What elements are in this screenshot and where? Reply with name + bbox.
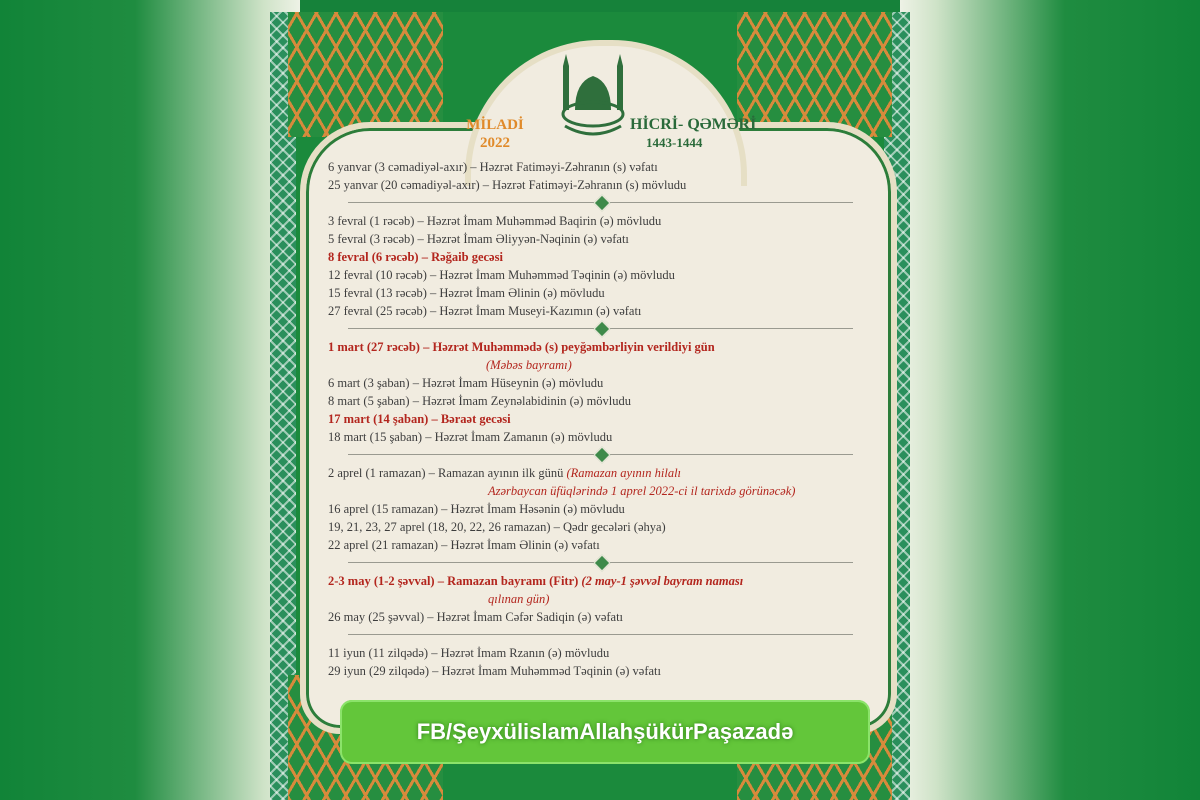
hicri-header xyxy=(630,116,770,152)
event-line: 29 iyun (29 zilqədə) – Həzrət İmam Muhəmməd Təqinin (ə) vəfatı xyxy=(328,664,661,678)
event-line: 8 mart (5 şaban) – Həzrət İmam Zeynəlabidinin (ə) mövludu xyxy=(328,394,632,408)
section-divider xyxy=(328,626,873,644)
event-line: 5 fevral (3 rəcəb) – Həzrət İmam Əliyyən-Nəqinin (ə) vəfatı xyxy=(328,232,629,246)
section-divider xyxy=(328,320,873,338)
divider-ornament-icon xyxy=(593,321,610,338)
event-line: 16 aprel (15 ramazan) – Həzrət İmam Həsənin (ə) mövludu xyxy=(328,502,625,516)
event-line: 11 iyun (11 zilqədə) – Həzrət İmam Rzanın (ə) mövludu xyxy=(328,646,610,660)
event-line: 15 fevral (13 rəcəb) – Həzrət İmam Əlinin (ə) mövludu xyxy=(328,286,605,300)
hicri-label: HİCRİ- QƏMƏRİ xyxy=(630,116,757,133)
facebook-watermark-banner: FB/ŞeyxülislamAllahşükürPaşazadə xyxy=(340,700,870,764)
events-list xyxy=(328,158,873,680)
event-line-highlight xyxy=(328,572,873,590)
event-line: 25 yanvar (20 cəmadiyəl-axır) – Həzrət Fatiməyi-Zəhranın (s) mövludu xyxy=(328,178,687,192)
divider-ornament-icon xyxy=(593,195,610,212)
hicri-years: 1443-1444 xyxy=(646,135,703,150)
event-line: 6 mart (3 şaban) – Həzrət İmam Hüseynin (ə) mövludu xyxy=(328,376,604,390)
calendar-poster xyxy=(270,12,910,800)
event-note: (2 may-1 şəvvəl bayram naması xyxy=(581,574,744,588)
event-note: Azərbaycan üfüqlərində 1 aprel 2022-ci il tarixdə görünəcək) xyxy=(488,484,796,498)
event-line: 27 fevral (25 rəcəb) – Həzrət İmam Museyi-Kazımın (ə) vəfatı xyxy=(328,304,642,318)
event-line-highlight: 8 fevral (6 rəcəb) – Rəğaib gecəsi xyxy=(328,250,503,264)
event-line: 6 yanvar (3 cəmadiyəl-axır) – Həzrət Fatiməyi-Zəhranın (s) vəfatı xyxy=(328,160,658,174)
event-note: (Məbəs bayramı) xyxy=(486,358,572,372)
divider-ornament-icon xyxy=(593,447,610,464)
section-divider xyxy=(328,446,873,464)
event-text: 2 aprel (1 ramazan) – Ramazan ayının ilk günü xyxy=(328,466,564,480)
event-line: 3 fevral (1 rəcəb) – Həzrət İmam Muhəmməd Baqirin (ə) mövludu xyxy=(328,214,662,228)
section-divider xyxy=(328,554,873,572)
background-left xyxy=(0,0,300,800)
event-note: (Ramazan ayının hilalı xyxy=(566,466,682,480)
event-line-highlight: 1 mart (27 rəcəb) – Həzrət Muhəmmədə (s) peyğəmbərliyin verildiyi gün xyxy=(328,340,715,354)
miladi-label: MİLADİ xyxy=(466,117,524,133)
ornament-top-left xyxy=(288,12,443,137)
event-line: 22 aprel (21 ramazan) – Həzrət İmam Əlinin (ə) vəfatı xyxy=(328,538,600,552)
mosque-logo-icon xyxy=(553,52,633,148)
divider-ornament-icon xyxy=(593,555,610,572)
event-line: 26 may (25 şəvval) – Həzrət İmam Cəfər Sadiqin (ə) vəfatı xyxy=(328,610,624,624)
miladi-year: 2022 xyxy=(480,135,510,151)
event-line: 12 fevral (10 rəcəb) – Həzrət İmam Muhəmməd Təqinin (ə) mövludu xyxy=(328,268,675,282)
event-line: 18 mart (15 şaban) – Həzrət İmam Zamanın (ə) mövludu xyxy=(328,430,613,444)
event-note: qılınan gün) xyxy=(488,592,550,606)
event-line xyxy=(328,464,873,482)
background-right xyxy=(900,0,1200,800)
section-divider xyxy=(328,194,873,212)
event-text: 2-3 may (1-2 şəvval) – Ramazan bayramı (Fitr) xyxy=(328,574,579,588)
event-line: 19, 21, 23, 27 aprel (18, 20, 22, 26 ramazan) – Qədr gecələri (əhya) xyxy=(328,520,666,534)
event-line-highlight: 17 mart (14 şaban) – Bəraət gecəsi xyxy=(328,412,511,426)
miladi-header xyxy=(455,116,535,152)
